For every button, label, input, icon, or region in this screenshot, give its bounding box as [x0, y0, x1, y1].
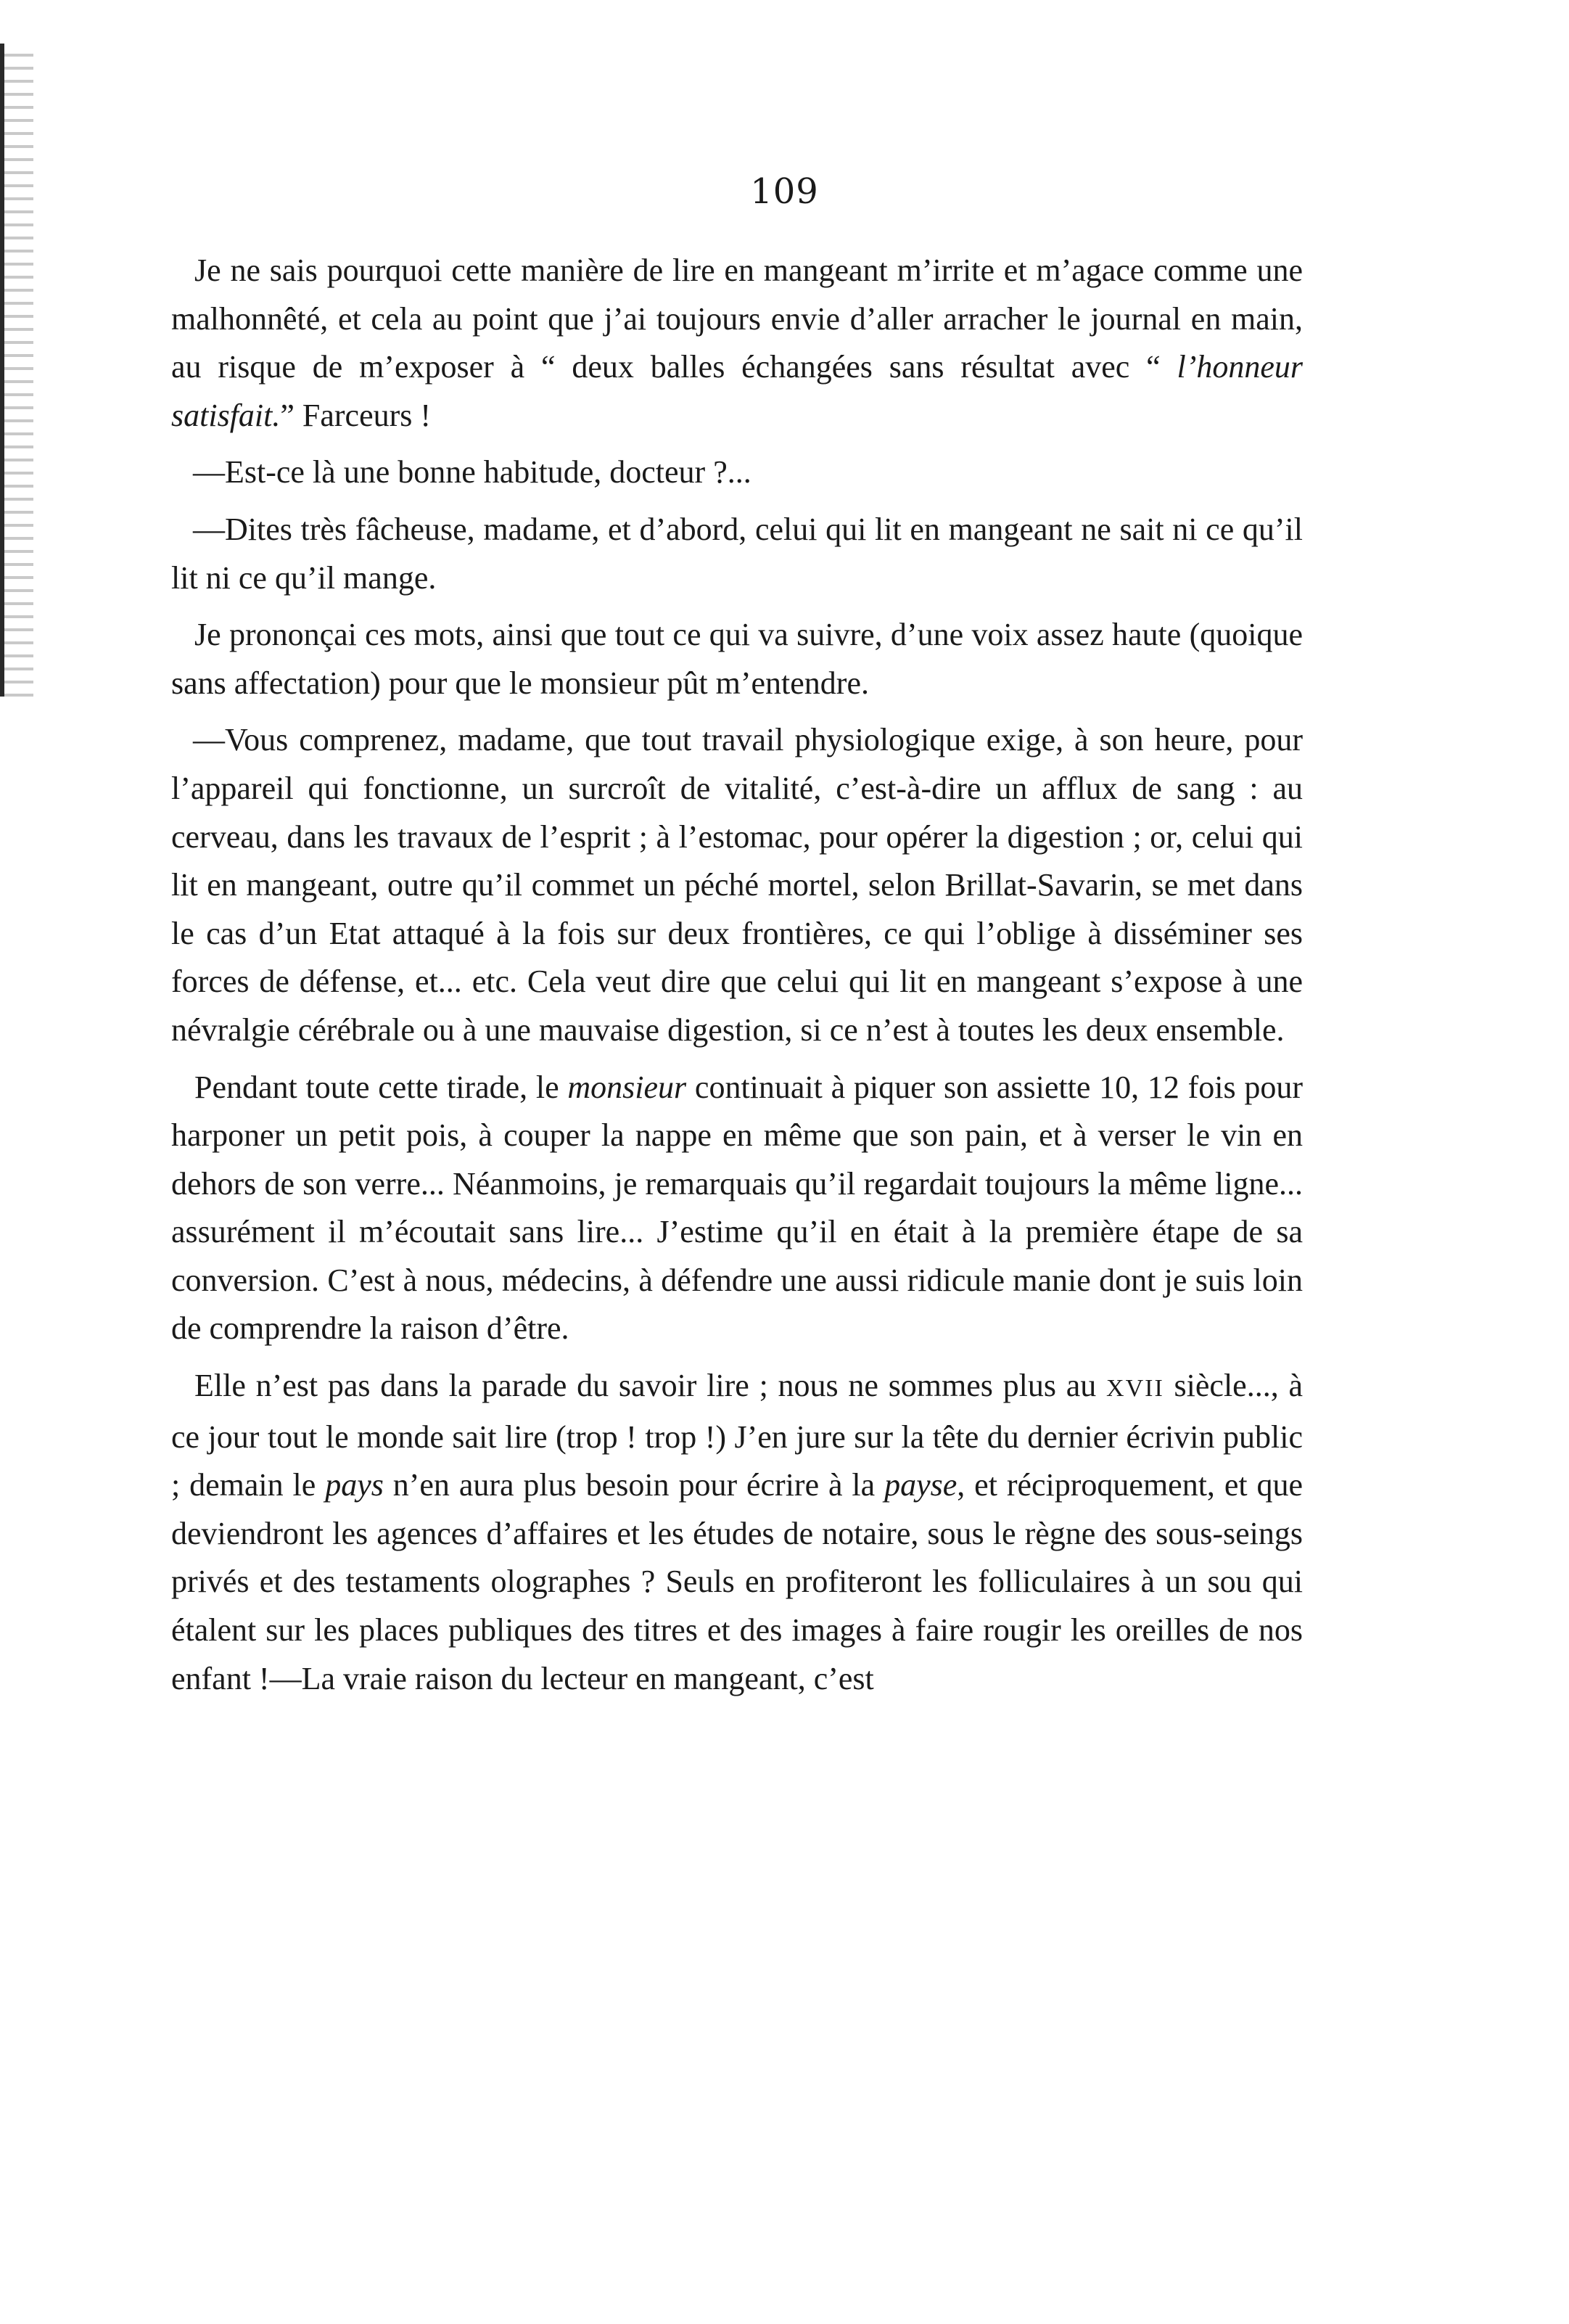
paragraph-text: n’en aura plus besoin pour écrire à la — [383, 1467, 885, 1503]
paragraph — [171, 1064, 1303, 1354]
italic-word: payse — [884, 1467, 958, 1503]
roman-numeral-century: XVII — [1106, 1375, 1164, 1403]
dialogue-line: —Est-ce là une bonne habitude, docteur ?... — [193, 454, 751, 490]
italic-word: monsieur — [567, 1069, 687, 1105]
dialogue-line: —Dites très fâcheuse, madame, et d’abord, celui qui lit en mangeant ne sait ni ce qu’il lit ni ce qu’il mange. — [171, 511, 1303, 596]
paragraph: Je prononçai ces mots, ainsi que tout ce qui va suivre, d’une voix assez haute (quoique sans affectation) pour que le monsieur pût m’entendre. — [171, 617, 1303, 701]
dialogue-line: —Vous comprenez, madame, que tout travail physiologique exige, à son heure, pour l’appareil qui fonctionne, un surcroît de vitalité, c’est-à-dire un afflux de sang : au cerveau, dans les travaux de l’esprit ; à l’estomac, pour opérer la digestion ; or, celui qui lit en mangeant, outre qu’il commet un péché mortel, selon Brillat-Savarin, se met dans le cas d’un Etat attaqué à la fois sur deux frontières, ce qui l’oblige à disséminer ses forces de défense, et... etc. Cela veut dire que celui qui lit en mangeant s’expose à une névralgie cérébrale ou à une mauvaise digestion, si ce n’est à toutes les deux ensemble. — [171, 722, 1303, 1048]
paragraph-text: ” Farceurs ! — [280, 397, 432, 433]
paragraph-text: , et réciproquement, et que deviendront les agences d’affaires et les études de notaire, sous le règne des sous-seings privés et des testaments olographes ? Seuls en profiteront les folliculaires à un sou qui étalent sur les places publiques des titres et des images à faire rougir les oreilles de nos enfant !—La vraie raison du lecteur en mangeant, c’est — [171, 1467, 1303, 1696]
paragraph-text: siècle..., à ce jour tout le monde sait lire (trop ! trop !) J’en jure sur la tête du dernier écrivin public ; demain le — [171, 1368, 1303, 1503]
italic-phrase: l’honneur satisfait. — [171, 349, 1303, 433]
body-text — [171, 247, 1303, 1712]
paragraph-text: Je ne sais pourquoi cette manière de lire en mangeant m’irrite et m’agace comme une malhonnêté, et cela au point que j’ai toujours envie d’aller arracher le journal en main, au risque de m’exposer à “ deux balles échangées sans résultat avec “ — [171, 252, 1303, 385]
italic-word: pays — [325, 1467, 384, 1503]
page-number: 109 — [750, 171, 819, 212]
paragraph — [171, 1362, 1303, 1703]
paragraph-text: Pendant toute cette tirade, le — [194, 1069, 568, 1105]
paragraph-text: continuait à piquer son assiette 10, 12 fois pour harponer un petit pois, à couper la nappe en même que son pain, et à verser le vin en dehors de son verre... Néanmoins, je remarquais qu’il regardait toujours la même ligne... assurément il m’écoutait sans lire... J’estime qu’il en était à la première étape de sa conversion. C’est à nous, médecins, à défendre une aussi ridicule manie dont je suis loin de comprendre la raison d’être. — [171, 1069, 1303, 1347]
paragraph-text: Elle n’est pas dans la parade du savoir lire ; nous ne sommes plus au — [194, 1368, 1107, 1404]
paragraph — [171, 247, 1303, 440]
page-binding-edge — [0, 44, 33, 697]
